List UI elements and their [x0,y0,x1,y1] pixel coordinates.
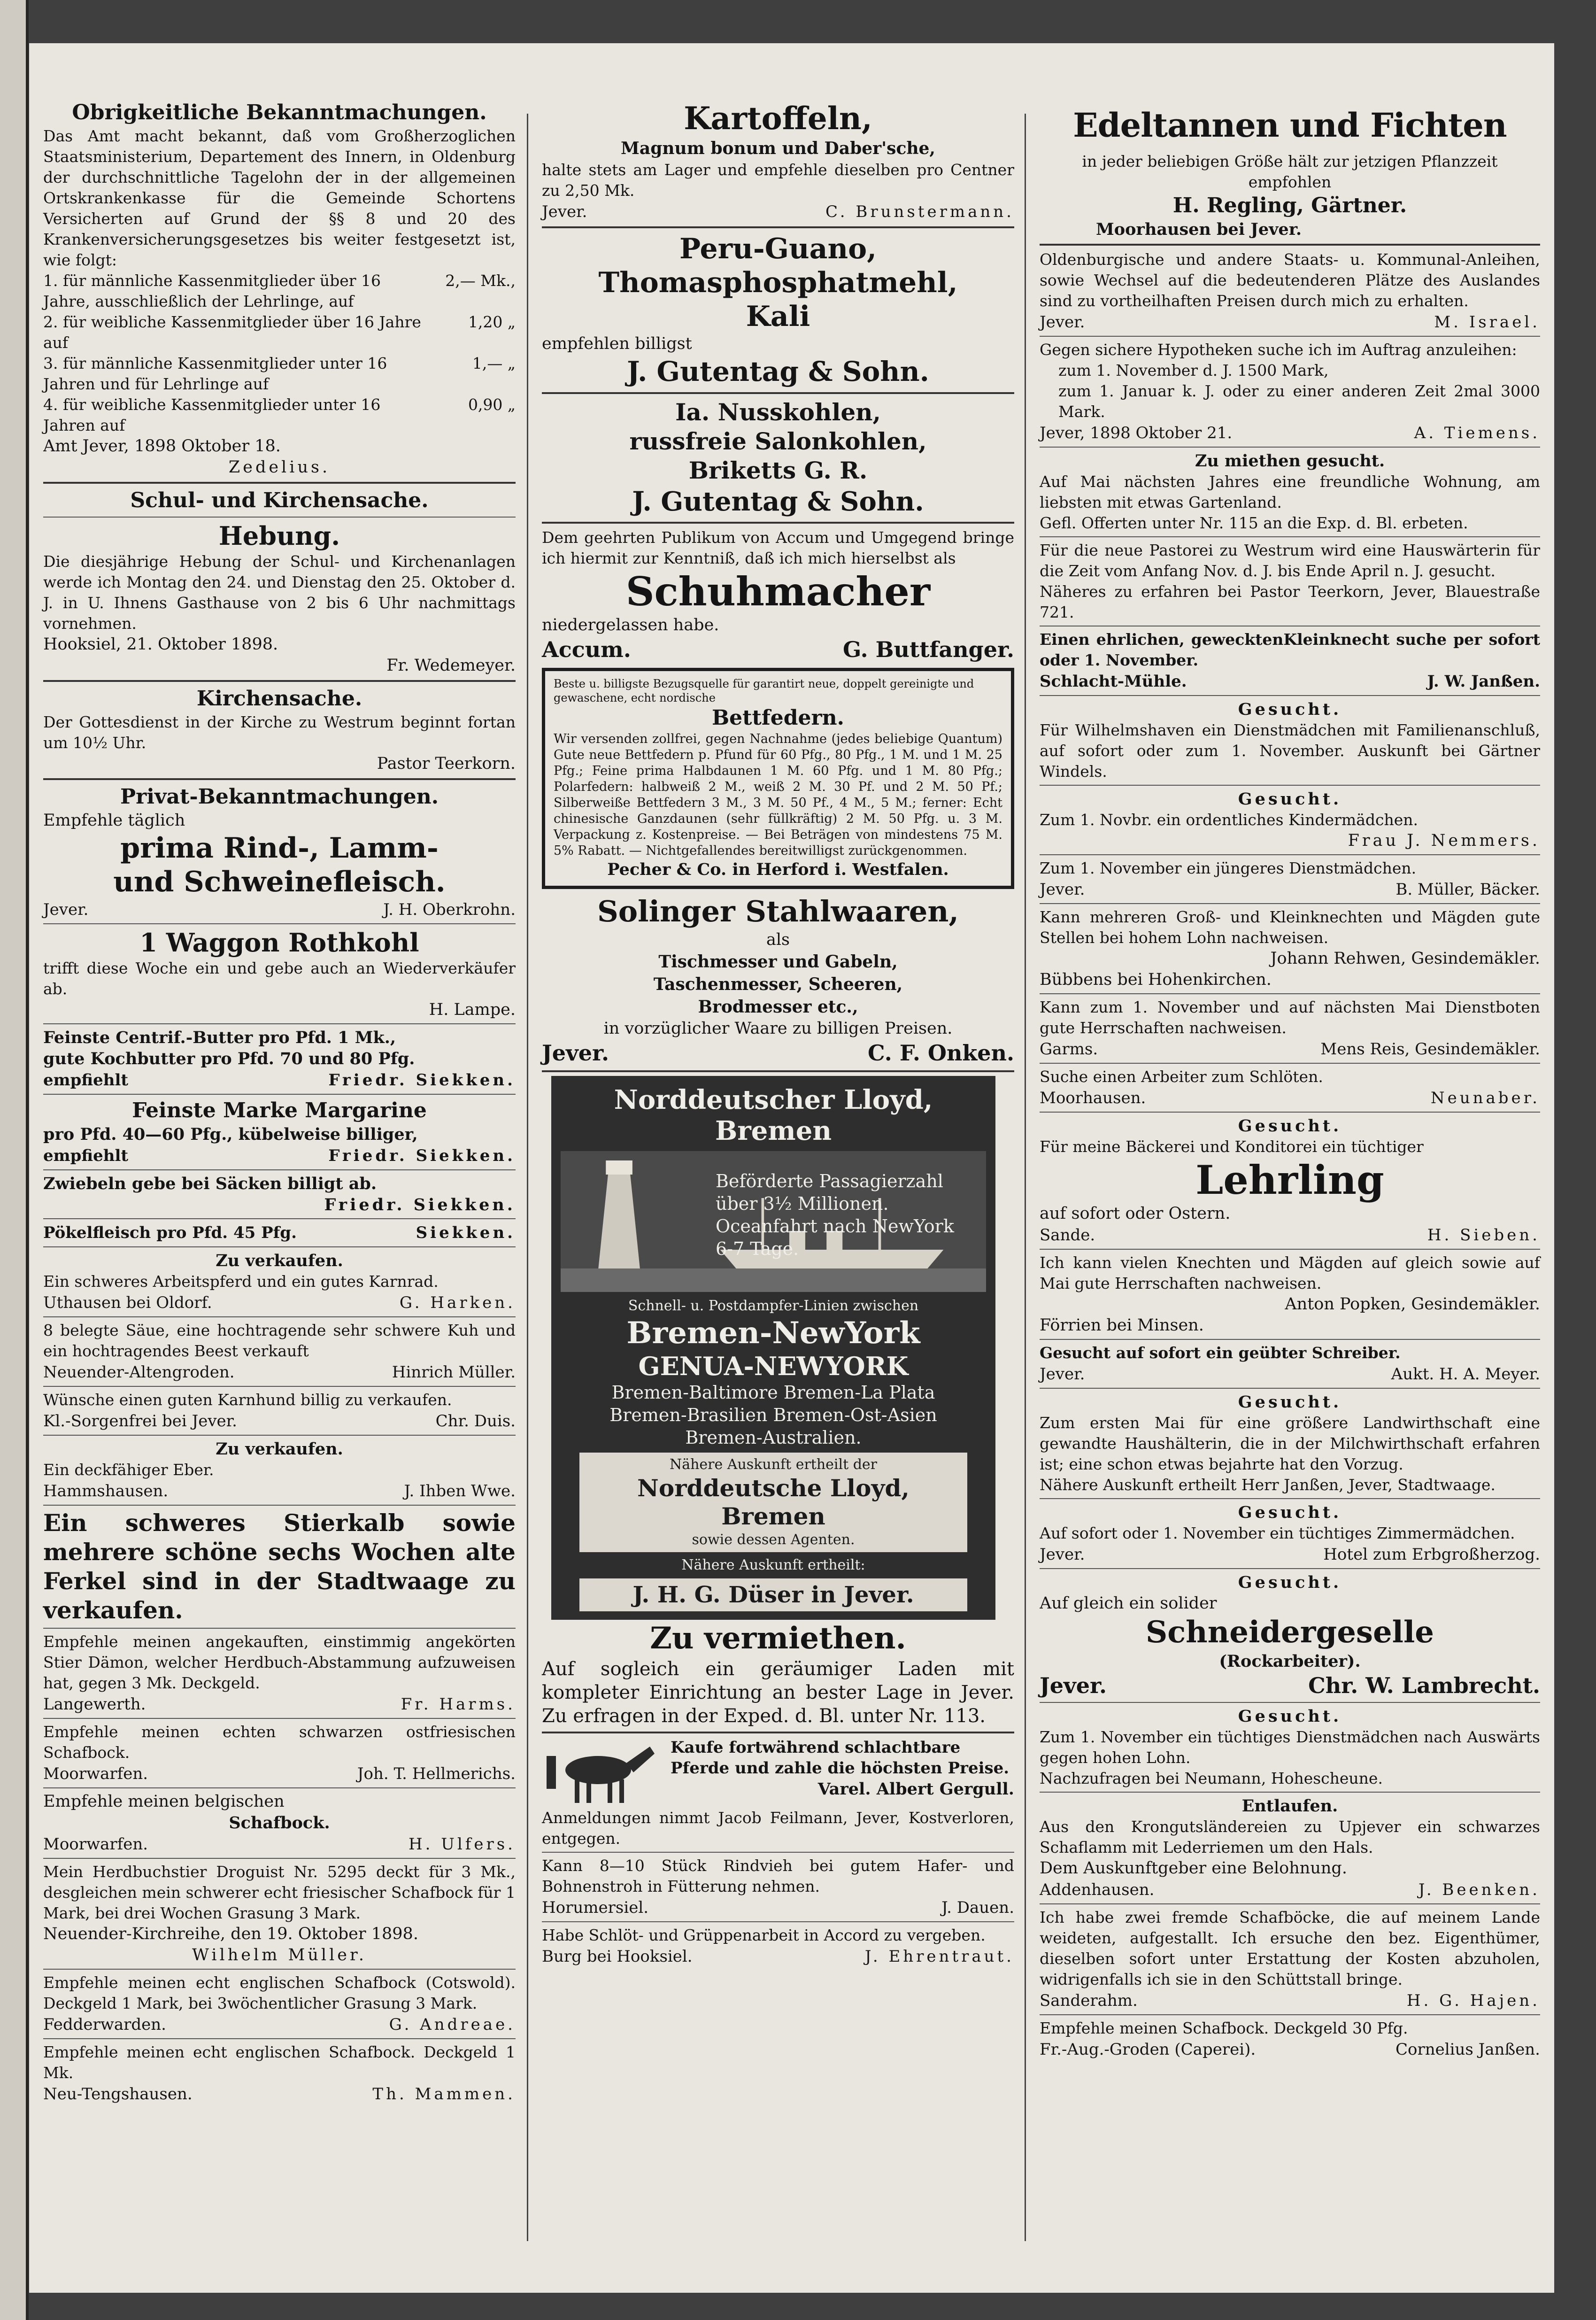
divider [43,1505,516,1506]
bettfedern-ad [542,668,1014,889]
divider [1040,1903,1540,1904]
divider [43,517,516,518]
divider [1040,854,1540,855]
ad-title: und Schweinefleisch. [113,866,446,898]
ad-signature: H. Regling, Gärtner. [1172,193,1407,217]
ad-title: Norddeutscher Lloyd, Bremen [614,1084,933,1146]
divider [1040,1568,1540,1569]
ad-text: trifft diese Woche ein und gebe auch an Wiederverkäufer ab. [43,959,516,998]
ad-text: empfehlen billigst [542,334,692,353]
ad-text: Suche einen Arbeiter zum Schlöten. [1040,1067,1323,1086]
divider [1040,1702,1540,1703]
wage-list [43,271,516,436]
divider [1040,1498,1540,1499]
ad-text: Ich kann vielen Knechten und Mägden auf gleich sowie auf Mai gute Herrschaften nachweisen. [1040,1253,1540,1292]
ad-signature-row: Jever. C. Brunstermann. [542,202,1014,221]
ad-title: Zu vermiethen. [650,1621,906,1656]
ad-text: Bremen-Baltimore Bremen-La Plata [611,1382,935,1403]
ad-title: Feinste Marke Margarine [132,1098,427,1122]
ad-text: Feinste Centrif.-Butter pro Pfd. 1 Mk., [43,1028,396,1047]
agent-panel: J. H. G. Düser in Jever. [579,1578,967,1611]
divider [542,226,1014,228]
ad-signature-row: Addenhausen. J. Beenken. [1040,1880,1540,1899]
binding-edge [0,0,29,2320]
ad-text: Ein schweres Arbeitspferd und ein gutes Karnrad. [43,1272,439,1291]
ad-signature-row: Garms. Mens Reis, Gesindemäkler. [1040,1040,1540,1059]
ad-title: Schneidergeselle [1145,1615,1434,1650]
divider [1040,1112,1540,1113]
ad-signature-row: Moorwarfen. Joh. T. Hellmerichs. [43,1764,516,1783]
divider [43,1435,516,1436]
divider [542,522,1014,524]
lloyd-info-panel: Nähere Auskunft ertheilt der Norddeutsche Lloyd, Bremen sowie dessen Agenten. [579,1453,967,1552]
notice-text: Die diesjährige Hebung der Schul- und Kirchenanlagen werde ich Montag den 24. und Dienstag den 25. Oktober d. J. in U. Ihnens Gasthause von 2 bis 6 Uhr nachmittags vornehmen. [43,552,516,633]
ship-illustration [561,1151,986,1292]
ship-caption: Beförderte Passagierzahl über 3½ Millionen. Oceanfahrt nach NewYork 6-7 Tage. [716,1171,954,1259]
ad-title: Gesucht. [1238,1392,1342,1412]
ad-title: Gesucht. [1238,1573,1342,1592]
divider [1040,336,1540,337]
ad-date: Neuender-Kirchreihe, den 19. Oktober 1898. [43,1925,418,1943]
ad-title: russfreie Salonkohlen, [629,427,927,455]
divider [542,1921,1014,1922]
notice-signature: Fr. Wedemeyer. [386,656,516,675]
ad-text: Oldenburgische und andere Staats- u. Kommunal-Anleihen, sowie Wechsel auf die bedeutenderen Plätze des Auslandes sind zu vortheilhaften Preisen durch mich zu erhalten. [1040,250,1540,310]
divider [43,1386,516,1387]
ad-signature-row: empfiehlt Friedr. Siekken. [43,1071,516,1090]
ad-title: Gesucht. [1238,789,1342,809]
ad-subtitle: Magnum bonum und Daber'sche, [621,139,935,158]
ad-subtitle: Taschenmesser, Scheeren, [653,974,903,994]
divider [43,482,516,484]
divider [1040,1792,1540,1793]
ad-text: Ein deckfähiger Eber. [43,1461,214,1479]
ad-text: Anmeldungen nimmt Jacob Feilmann, Jever, Kostverloren, entgegen. [542,1809,1014,1848]
ad-title: Gesucht. [1238,1116,1342,1136]
divider [542,1070,1014,1072]
notice-signature: Pastor Teerkorn. [377,754,516,773]
ad-text: zum 1. November d. J. 1500 Mark, [1058,361,1329,379]
horse-icon [542,1737,664,1808]
ad-text: Gefl. Offerten unter Nr. 115 an die Exp. d. Bl. erbeten. [1040,514,1468,532]
ad-text: Nachzufragen bei Neumann, Hohescheune. [1040,1769,1383,1787]
divider [1040,447,1540,448]
divider [43,778,516,780]
notice-signature: Zedelius. [228,458,331,477]
ad-text: Ich habe zwei fremde Schafböcke, die auf meinem Lande weideten, aufgestallt. Ich ersuche den bez. Eigenthümer, dieselben sofort unter Erstattung der Kosten abzuholen, widrigenfalls ich sie in den Schüttstall bringe. [1040,1908,1540,1988]
ad-title: Entlaufen. [1241,1796,1338,1816]
ad-title: Bremen-NewYork [626,1315,920,1351]
ad-title: Gesucht. [1238,700,1342,719]
ad-signature-row: Moorwarfen. H. Ulfers. [43,1835,516,1854]
ad-subtitle: (Rockarbeiter). [1219,1652,1361,1671]
ad-text: Auf gleich ein solider [1040,1594,1217,1613]
divider [43,1023,516,1024]
ad-text: zum 1. Januar k. J. oder zu einer anderen Zeit 2mal 3000 Mark. [1058,382,1540,421]
divider [1040,993,1540,994]
section-heading: Privat-Bekanntmachungen. [120,785,439,809]
ad-title: Solinger Stahlwaaren, [597,894,959,928]
ad-subtitle: Brodmesser etc., [698,997,858,1017]
ad-title: Lehrling [1195,1157,1384,1203]
ad-signature: J. Gutentag & Sohn. [627,356,929,387]
divider [43,1218,516,1219]
ad-signature-row: Jever. Aukt. H. A. Meyer. [1040,1365,1540,1384]
divider [1040,536,1540,537]
ad-text: Mein Herdbuchstier Droguist Nr. 5295 deckt für 3 Mk., desgleichen mein schwerer echt friesischer Schafbock für 1 Mark, bei drei Wochen Grasung 3 Mark. [43,1863,516,1922]
divider [43,1969,516,1970]
column-3 [1040,100,1540,2269]
ad-text: Dem geehrten Publikum von Accum und Umgegend bringe ich hiermit zur Kenntniß, daß ich mich hierselbst als [542,528,1014,567]
divider [1040,1339,1540,1340]
ad-intro: Empfehle meinen belgischen [43,1792,285,1811]
ad-title: Peru-Guano, [679,232,877,265]
ad-text: Empfehle meinen echten schwarzen ostfriesischen Schafbock. [43,1723,516,1762]
ad-text: Auf sogleich ein geräumiger Laden mit kompleter Einrichtung an bester Lage in Jever. Zu erfragen in der Exped. d. Bl. unter Nr. 113. [542,1658,1014,1727]
ad-text: Einen ehrlichen, gewecktenKleinknecht suche per sofort oder 1. November. [1040,630,1540,669]
ad-title: Zu miethen gesucht. [1195,451,1385,471]
notice-text: Das Amt macht bekannt, daß vom Großherzoglichen Staatsministerium, Departement des Innern, in Oldenburg der durchschnittliche Tagelohn der in der allgemeinen Ortskrankenkasse für die Gemeinde Schortens Versicherten auf Grund der §§ 8 und 20 des Krankenversicherungsgesetzes bis weiter festgesetzt ist, wie folgt: [43,127,516,269]
ad-signature-row: Horumersiel. J. Dauen. [542,1898,1014,1917]
section-heading: Obrigkeitliche Bekanntmachungen. [72,101,487,124]
column-rule [1025,114,1026,2241]
wage-item: 3. für männliche Kassenmitglieder unter 16 Jahren und für Lehrlinge auf 1,— „ [43,354,516,393]
notice-text: Der Gottesdienst in der Kirche zu Westrum beginnt fortan um 10½ Uhr. [43,713,516,752]
ad-text: Wünsche einen guten Karnhund billig zu verkaufen. [43,1391,452,1409]
ad-title: Zu verkaufen. [216,1251,343,1270]
ad-title: GENUA-NEWYORK [638,1351,909,1381]
ad-signature: Frau J. Nemmers. [1348,831,1540,850]
ad-signature-row: Fedderwarden. G. Andreae. [43,2015,516,2034]
column-2 [542,100,1014,2269]
ad-signature-row: Jever. J. H. Oberkrohn. [43,900,516,919]
ad-signature-row: Schlacht-Mühle. J. W. Janßen. [1040,672,1540,691]
ad-signature-row: Kl.-Sorgenfrei bei Jever. Chr. Duis. [43,1412,516,1431]
ad-signature: J. Gutentag & Sohn. [632,486,924,517]
ad-title: Schafbock. [229,1813,330,1833]
ad-text: Gesucht auf sofort ein geübter Schreiber. [1040,1344,1401,1362]
ad-text: halte stets am Lager und empfehle dieselben pro Centner zu 2,50 Mk. [542,161,1014,200]
ad-title: Briketts G. R. [688,456,868,484]
ad-text: Empfehle meinen Schafbock. Deckgeld 30 Pfg. [1040,2019,1408,2037]
ad-place: Moorhausen bei Jever. [1096,220,1302,239]
ad-signature-row: Jever. C. F. Onken. [542,1040,1014,1066]
ad-text: Nähere Auskunft ertheilt Herr Janßen, Jever, Stadtwaage. [1040,1476,1496,1494]
ad-text: Zum 1. November ein jüngeres Dienstmädchen. [1040,859,1417,877]
ad-place: Förrien bei Minsen. [1040,1316,1204,1335]
notice-date: Hooksiel, 21. Oktober 1898. [43,635,278,654]
divider [43,1858,516,1859]
ad-text: Schnell- u. Postdampfer-Linien zwischen [628,1298,919,1314]
ad-text: in jeder beliebigen Größe hält zur jetzigen Pflanzzeit empfohlen [1082,152,1498,191]
ad-signature-row: Jever. Hotel zum Erbgroßherzog. [1040,1545,1540,1564]
ad-title: Thomasphosphatmehl, [598,266,958,299]
lloyd-ad [551,1076,995,1620]
divider [1040,1388,1540,1389]
ad-title: Schuhmacher [625,569,931,615]
ad-text: Zum ersten Mai für eine größere Landwirthschaft eine gewandte Haushälterin, die in der Milchwirthschaft erfahren ist; eine schon etwas bejahrte hat den Vorzug. [1040,1414,1540,1473]
ad-text: Für Wilhelmshaven ein Dienstmädchen mit Familienanschluß, auf sofort oder zum 1. November. Auskunft bei Gärtner Windels. [1040,721,1540,781]
ad-text: Habe Schlöt- und Grüppenarbeit in Accord zu vergeben. [542,1926,986,1944]
divider [43,1628,516,1629]
ad-text: Kann mehreren Groß- und Kleinknechten und Mägden gute Stellen bei hohem Lohn nachweisen. [1040,908,1540,947]
ad-text: Zum 1. November ein tüchtiges Dienstmädchen nach Auswärts gegen hohen Lohn. [1040,1728,1540,1767]
ad-title: Kartoffeln, [684,100,872,137]
ad-signature-row: Sanderahm. H. G. Hajen. [1040,1991,1540,2010]
divider [43,1094,516,1095]
ad-text: Kann 8—10 Stück Rindvieh bei gutem Hafer- und Bohnenstroh in Fütterung nehmen. [542,1856,1014,1895]
divider [542,1852,1014,1853]
ad-title: Gesucht. [1238,1503,1342,1522]
divider [1040,1063,1540,1064]
ad-title: Zu verkaufen. [216,1439,343,1459]
ad-text: Nähere Auskunft ertheilt: [681,1557,865,1573]
ad-signature-row: Moorhausen. Neunaber. [1040,1089,1540,1107]
notice-date: Amt Jever, 1898 Oktober 18. [43,437,281,456]
divider [1040,1249,1540,1250]
ad-signature-row: Hammshausen. J. Ihben Wwe. [43,1482,516,1500]
ad-text: niedergelassen habe. [542,616,719,634]
ad-signature-row: Neu-Tengshausen. Th. Mammen. [43,2085,516,2103]
ad-text: Gegen sichere Hypotheken suche ich im Auftrag anzuleihen: [1040,340,1517,359]
ad-signature-row: Fr.-Aug.-Groden (Caperei). Cornelius Janßen. [1040,2040,1540,2059]
ad-title: Gesucht. [1238,1707,1342,1726]
ad-title: Edeltannen und Fichten [1073,106,1507,145]
ad-signature-row: Burg bei Hooksiel. J. Ehrentraut. [542,1947,1014,1966]
ad-place: Bübbens bei Hohenkirchen. [1040,970,1272,989]
ad-text: Auf sofort oder 1. November ein tüchtiges Zimmermädchen. [1040,1524,1515,1542]
column-1 [43,100,516,2269]
ad-signature-row: Uthausen bei Oldorf. G. Harken. [43,1293,516,1312]
ad-text: Aus den Krongutsländereien zu Upjever ein schwarzes Schaflamm mit Lederriemen um den Hals. [1040,1817,1540,1856]
newspaper-page [29,43,1554,2293]
ad-signature-row: Langewerth. Fr. Harms. [43,1695,516,1714]
ad-signature: Varel. Albert Gergull. [817,1779,1014,1799]
ad-signature: H. Lampe. [429,1000,516,1019]
ad-text: Bremen-Australien. [685,1427,862,1448]
ad-text: in vorzüglicher Waare zu billigen Preisen. [603,1019,953,1038]
ad-text: Beste u. billigste Bezugsquelle für garantirt neue, doppelt gereinigte und gewaschene, echt nordische [554,677,974,704]
divider [43,2038,516,2039]
ad-subtitle: Tischmesser und Gabeln, [658,952,898,972]
ad-signature-row: Accum. G. Buttfanger. [542,637,1014,662]
ad-signature-row: Pökelfleisch pro Pfd. 45 Pfg. Siekken. [43,1223,516,1242]
ad-signature-row: Jever. Chr. W. Lambrecht. [1040,1673,1540,1698]
ad-text: Für die neue Pastorei zu Westrum wird eine Hauswärterin für die Zeit vom Anfang Nov. d. J. bis Ende April n. J. gesucht. [1040,541,1540,580]
ad-title: Bettfedern. [711,706,844,730]
divider [1040,785,1540,786]
ad-signature-row: empfiehlt Friedr. Siekken. [43,1146,516,1165]
ad-text: Zum 1. Novbr. ein ordentliches Kindermädchen. [1040,811,1419,829]
ad-text: Kaufe fortwährend schlachtbare Pferde und zahle die höchsten Preise. [671,1738,1010,1778]
divider [1040,695,1540,696]
ad-text: Für meine Bäckerei und Konditorei ein tüchtiger [1040,1137,1424,1156]
wage-item: 1. für männliche Kassenmitglieder über 16 Jahre, ausschließlich der Lehrlinge, auf 2,— Mk., [43,271,516,310]
ad-title: Ia. Nusskohlen, [675,398,881,426]
ad-signature: Johann Rehwen, Gesindemäkler. [1270,949,1540,968]
ad-signature: Pecher & Co. in Herford i. Westfalen. [607,860,949,879]
ad-title: Ein schweres Stierkalb sowie mehrere schöne sechs Wochen alte Ferkel sind in der Stadtwaage zu verkaufen. [43,1509,516,1624]
ad-text: Auf Mai nächsten Jahres eine freundliche Wohnung, am liebsten mit etwas Gartenland. [1040,472,1540,511]
ad-text: pro Pfd. 40—60 Pfg., kübelweise billiger, [43,1125,418,1144]
divider [43,923,516,924]
ad-signature-row: Jever. M. Israel. [1040,313,1540,332]
ad-text: Dem Auskunftgeber eine Belohnung. [1040,1859,1347,1878]
divider [1040,2014,1540,2015]
ad-text: 8 belegte Säue, eine hochtragende sehr schwere Kuh und ein hochtragendes Beest verkauft [43,1321,516,1360]
ad-text: auf sofort oder Ostern. [1040,1204,1231,1223]
ad-text: gute Kochbutter pro Pfd. 70 und 80 Pfg. [43,1049,415,1068]
ad-text: Wir versenden zollfrei, gegen Nachnahme (jedes beliebige Quantum) Gute neue Bettfedern p. Pfund für 60 Pfg., 80 Pfg., 1 M. und 1 M. 25 Pfg.; Feine prima Halbdaunen 1 M. 60 Pfg. und 1 M. 80 Pfg.; Polarfedern: halbweiß 2 M., weiß 2 M. 30 Pf. und 2 M. 50 Pf.; Silberweiße Bettfedern 3 M., 3 M. 50 Pf., 4 M., 5 M.; ferner: Echt chinesische Ganzdaunen (sehr füllkräftig) 2 M. 50 Pfg. u. 3 M. Verpackung z. Kostenpreise. — Bei Beträgen von mindestens 75 M. 5% Rabatt. — Nichtgefallendes bereitwilligst zurückgenommen. [554,732,1002,858]
divider [43,1316,516,1317]
column-rule [527,114,528,2241]
ad-signature: Friedr. Siekken. [324,1195,516,1214]
ad-text: Kann zum 1. November und auf nächsten Mai Dienstboten gute Herrschaften nachweisen. [1040,998,1540,1037]
divider [43,1718,516,1719]
ad-title: Hebung. [218,521,340,551]
wage-item: 4. für weibliche Kassenmitglieder unter 16 Jahren auf 0,90 „ [43,395,516,434]
ad-signature-row: Jever, 1898 Oktober 21. A. Tiemens. [1040,424,1540,442]
ad-text: als [766,930,790,949]
ad-title: 1 Waggon Rothkohl [139,928,419,958]
ad-signature-row: Sande. H. Sieben. [1040,1226,1540,1245]
ad-intro: Empfehle täglich [43,811,185,830]
ad-text: Näheres zu erfahren bei Pastor Teerkorn, Jever, Blauestraße 721. [1040,582,1540,621]
wage-item: 2. für weibliche Kassenmitglieder über 16 Jahre auf 1,20 „ [43,313,516,352]
divider [43,680,516,682]
section-heading: Schul- und Kirchensache. [130,488,429,512]
divider [43,1246,516,1247]
divider [1040,244,1540,246]
ad-signature: Anton Popken, Gesindemäkler. [1285,1295,1540,1314]
divider [1040,903,1540,904]
section-heading: Kirchensache. [196,687,362,711]
ad-title: prima Rind-, Lamm- [120,832,439,865]
ad-text: Zwiebeln gebe bei Säcken billigt ab. [43,1174,377,1193]
ad-text: Empfehle meinen echt englischen Schafbock. Deckgeld 1 Mk. [43,2043,516,2082]
ad-signature-row: Jever. B. Müller, Bäcker. [1040,880,1540,899]
pferde-ad [542,1737,1014,1849]
ad-text: Empfehle meinen echt englischen Schafbock (Cotswold). Deckgeld 1 Mark, bei 3wöchentlicher Grasung 3 Mark. [43,1973,516,2012]
divider [542,1732,1014,1733]
ad-title: Kali [746,300,810,333]
ad-signature-row: Neuender-Altengroden. Hinrich Müller. [43,1363,516,1382]
ad-text: Empfehle meinen angekauften, einstimmig angekörten Stier Dämon, welcher Herdbuch-Abstammung aufzuweisen hat, gegen 3 Mk. Deckgeld. [43,1632,516,1692]
ad-text: Bremen-Brasilien Bremen-Ost-Asien [609,1405,937,1425]
divider [43,1787,516,1788]
divider [542,392,1014,394]
divider [43,1169,516,1170]
ad-signature: Wilhelm Müller. [192,1946,367,1964]
